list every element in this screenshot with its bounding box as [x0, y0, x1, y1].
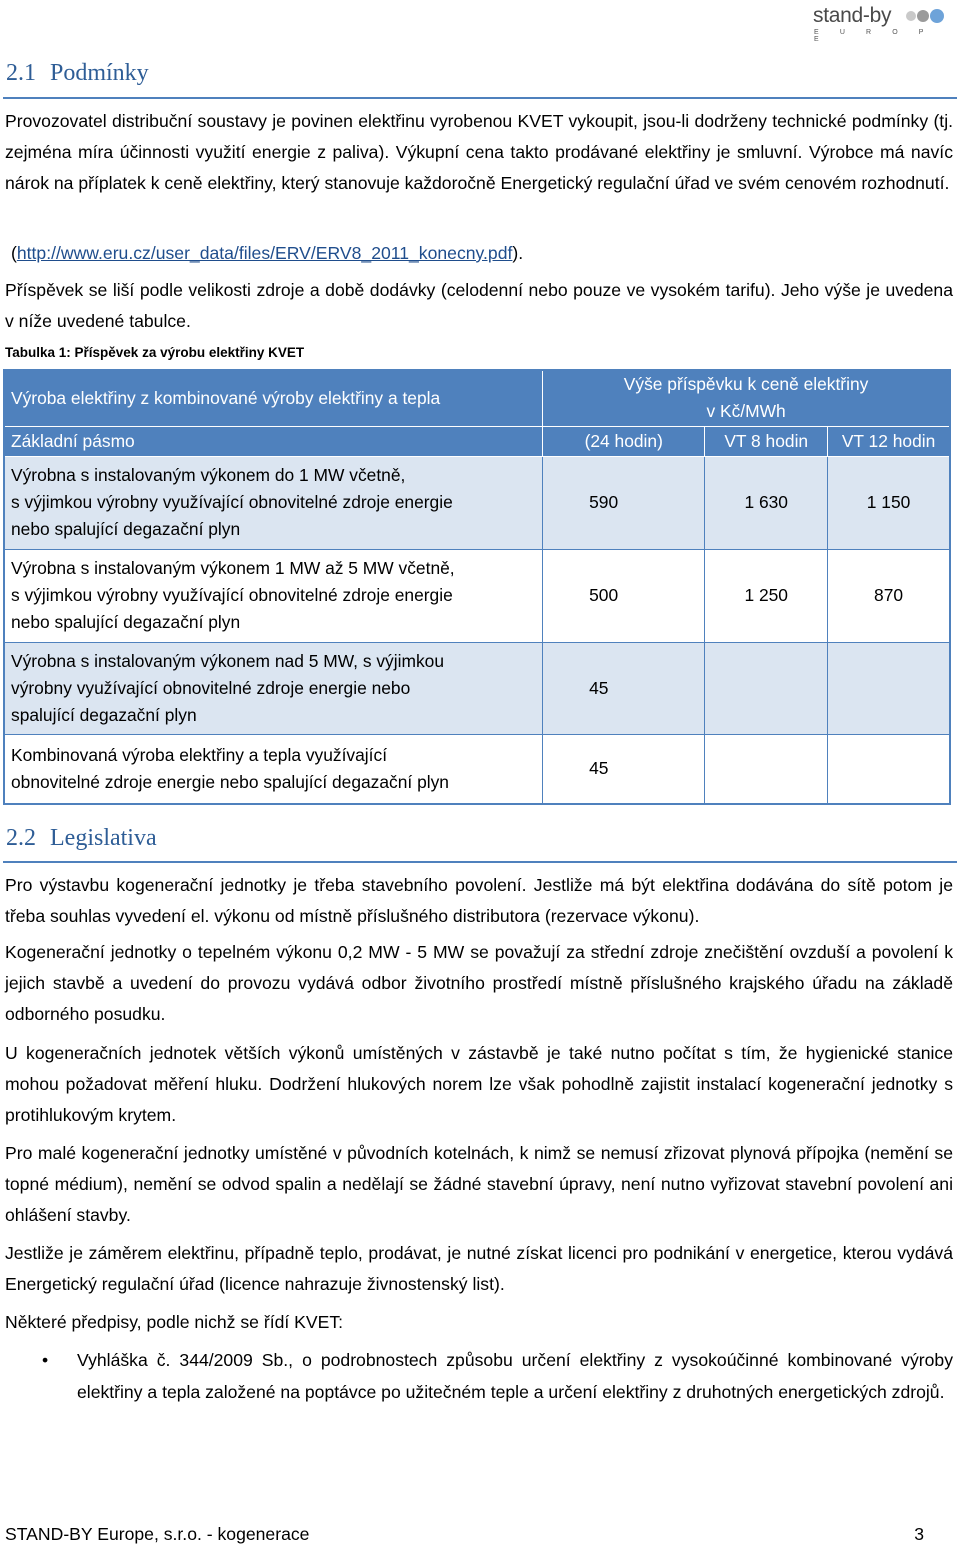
- subheader-col-vt8: VT 8 hodin: [705, 426, 828, 456]
- regulations-list: [5, 1344, 953, 1408]
- table-row: [4, 456, 950, 549]
- row-label: Výrobna s instalovaným výkonem do 1 MW včetně, s výjimkou výrobny využívající obnovitelné zdroje energie nebo spalující degazační plyn: [4, 456, 543, 549]
- page-number: 3: [914, 1524, 924, 1544]
- header-contribution: Výše příspěvku k ceně elektřiny v Kč/MWh: [543, 370, 950, 426]
- paragraph-noise: U kogeneračních jednotek větších výkonů umístěných v zástavbě je také nutno počítat s tím, že hygienické stanice mohou požadovat měření hluku. Dodržení hlukových norem lze však pohodlně zajistit instalací kogenerační jednotky s protihlukovým krytem.: [5, 1043, 953, 1125]
- row-value-vt12: 1 150: [828, 456, 950, 549]
- row-label: Výrobna s instalovaným výkonem nad 5 MW, s výjimkou výrobny využívající obnovitelné zdroje energie nebo spalující degazační plyn: [4, 642, 543, 734]
- heading-rule: [3, 861, 957, 863]
- logo-dots-icon: [905, 6, 949, 30]
- row-value-vt8: [705, 642, 828, 734]
- paragraph-conditions: Provozovatel distribuční soustavy je povinen elektřinu vyrobenou KVET vykoupit, jsou-li dodrženy technické podmínky (tj. zejména míra účinnosti využití energie z paliva). Výkupní cena takto prodávané elektřiny je smluvní. Výrobce má navíc nárok na příplatek k ceně elektřiny, který stanovuje každoročně Energetický regulační úřad ve svém cenovém rozhodnutí.: [5, 111, 953, 193]
- row-value-24h: 45: [543, 642, 705, 734]
- paragraph-small-units: Pro malé kogenerační jednotky umístěné v původních kotelnách, k nimž se nemusí zřizovat plynová přípojka (nemění se topné médium), nemění se odvod spalin a nedělají se žádné stavební úpravy, není nutno vyřizovat stavební povolení ani ohlášení stavby.: [5, 1143, 953, 1225]
- subheader-col-vt12: VT 12 hodin: [828, 426, 950, 456]
- table-row: [4, 642, 950, 734]
- logo-text: stand-by: [813, 4, 892, 27]
- row-label: Výrobna s instalovaným výkonem 1 MW až 5 MW včetně, s výjimkou výrobny využívající obnovitelné zdroje energie nebo spalující degazační plyn: [4, 549, 543, 642]
- subheader-base-band: Základní pásmo: [4, 426, 543, 456]
- eru-link[interactable]: http://www.eru.cz/user_data/files/ERV/ERV8_2011_konecny.pdf: [16, 243, 513, 263]
- section-heading-conditions: 2.1 Podmínky: [6, 60, 149, 86]
- row-value-vt12: 870: [828, 549, 950, 642]
- row-value-24h: 590: [543, 456, 705, 549]
- bullet-icon: •: [42, 1350, 49, 1370]
- section-heading-legislation: 2.2 Legislativa: [6, 825, 157, 851]
- kvet-contribution-table: [3, 369, 951, 805]
- paragraph-licence: Jestliže je záměrem elektřinu, případně teplo, prodávat, je nutné získat licenci pro podnikání v energetice, kterou vydává Energetický regulační úřad (licence nahrazuje živnostenský list).: [5, 1243, 953, 1294]
- eru-link-line: (http://www.eru.cz/user_data/files/ERV/ERV8_2011_konecny.pdf).: [11, 243, 524, 263]
- company-logo: [793, 2, 953, 42]
- list-item: • Vyhláška č. 344/2009 Sb., o podrobnostech způsobu určení elektřiny z vysokoúčinné kombinované výroby elektřiny a tepla založené na poptávce po užitečném teple a určení elektřiny z druhotných energetických zdrojů.: [5, 1344, 953, 1408]
- table-row: [4, 734, 950, 804]
- table-row: [4, 549, 950, 642]
- row-value-vt8: 1 250: [705, 549, 828, 642]
- row-label: Kombinovaná výroba elektřiny a tepla využívající obnovitelné zdroje energie nebo spalující degazační plyn: [4, 734, 543, 804]
- row-value-24h: 500: [543, 549, 705, 642]
- row-value-vt12: [828, 642, 950, 734]
- paragraph-regulations-intro: Některé předpisy, podle nichž se řídí KVET:: [5, 1312, 344, 1332]
- row-value-vt12: [828, 734, 950, 804]
- row-value-vt8: [705, 734, 828, 804]
- table-header-row: [4, 370, 950, 426]
- paragraph-emission-sources: Kogenerační jednotky o tepelném výkonu 0,2 MW - 5 MW se považují za střední zdroje znečištění ovzduší a povolení k jejich stavbě a uvedení do provozu vydává odbor životního prostředí místně příslušného krajského úřadu na základě odborného posudku.: [5, 942, 953, 1024]
- paragraph-building-permit: Pro výstavbu kogenerační jednotky je třeba stavebního povolení. Jestliže má být elektřina dodávána do sítě potom je třeba souhlas vyvedení el. výkonu od místně příslušného distributora (rezervace výkonu).: [5, 875, 953, 926]
- header-production: Výroba elektřiny z kombinované výroby elektřiny a tepla: [4, 370, 543, 426]
- row-value-vt8: 1 630: [705, 456, 828, 549]
- row-value-24h: 45: [543, 734, 705, 804]
- table-subheader-row: [4, 426, 950, 456]
- footer-company: STAND-BY Europe, s.r.o. - kogenerace: [5, 1524, 310, 1544]
- logo-subtext: E U R O P E: [814, 29, 933, 43]
- subheader-col-24h: (24 hodin): [543, 426, 705, 456]
- paragraph-contribution: Příspěvek se liší podle velikosti zdroje a době dodávky (celodenní nebo pouze ve vysokém tarifu). Jeho výše je uvedena v níže uvedené tabulce.: [5, 280, 953, 331]
- heading-rule: [3, 97, 957, 99]
- table-caption: Tabulka 1: Příspěvek za výrobu elektřiny KVET: [5, 345, 305, 360]
